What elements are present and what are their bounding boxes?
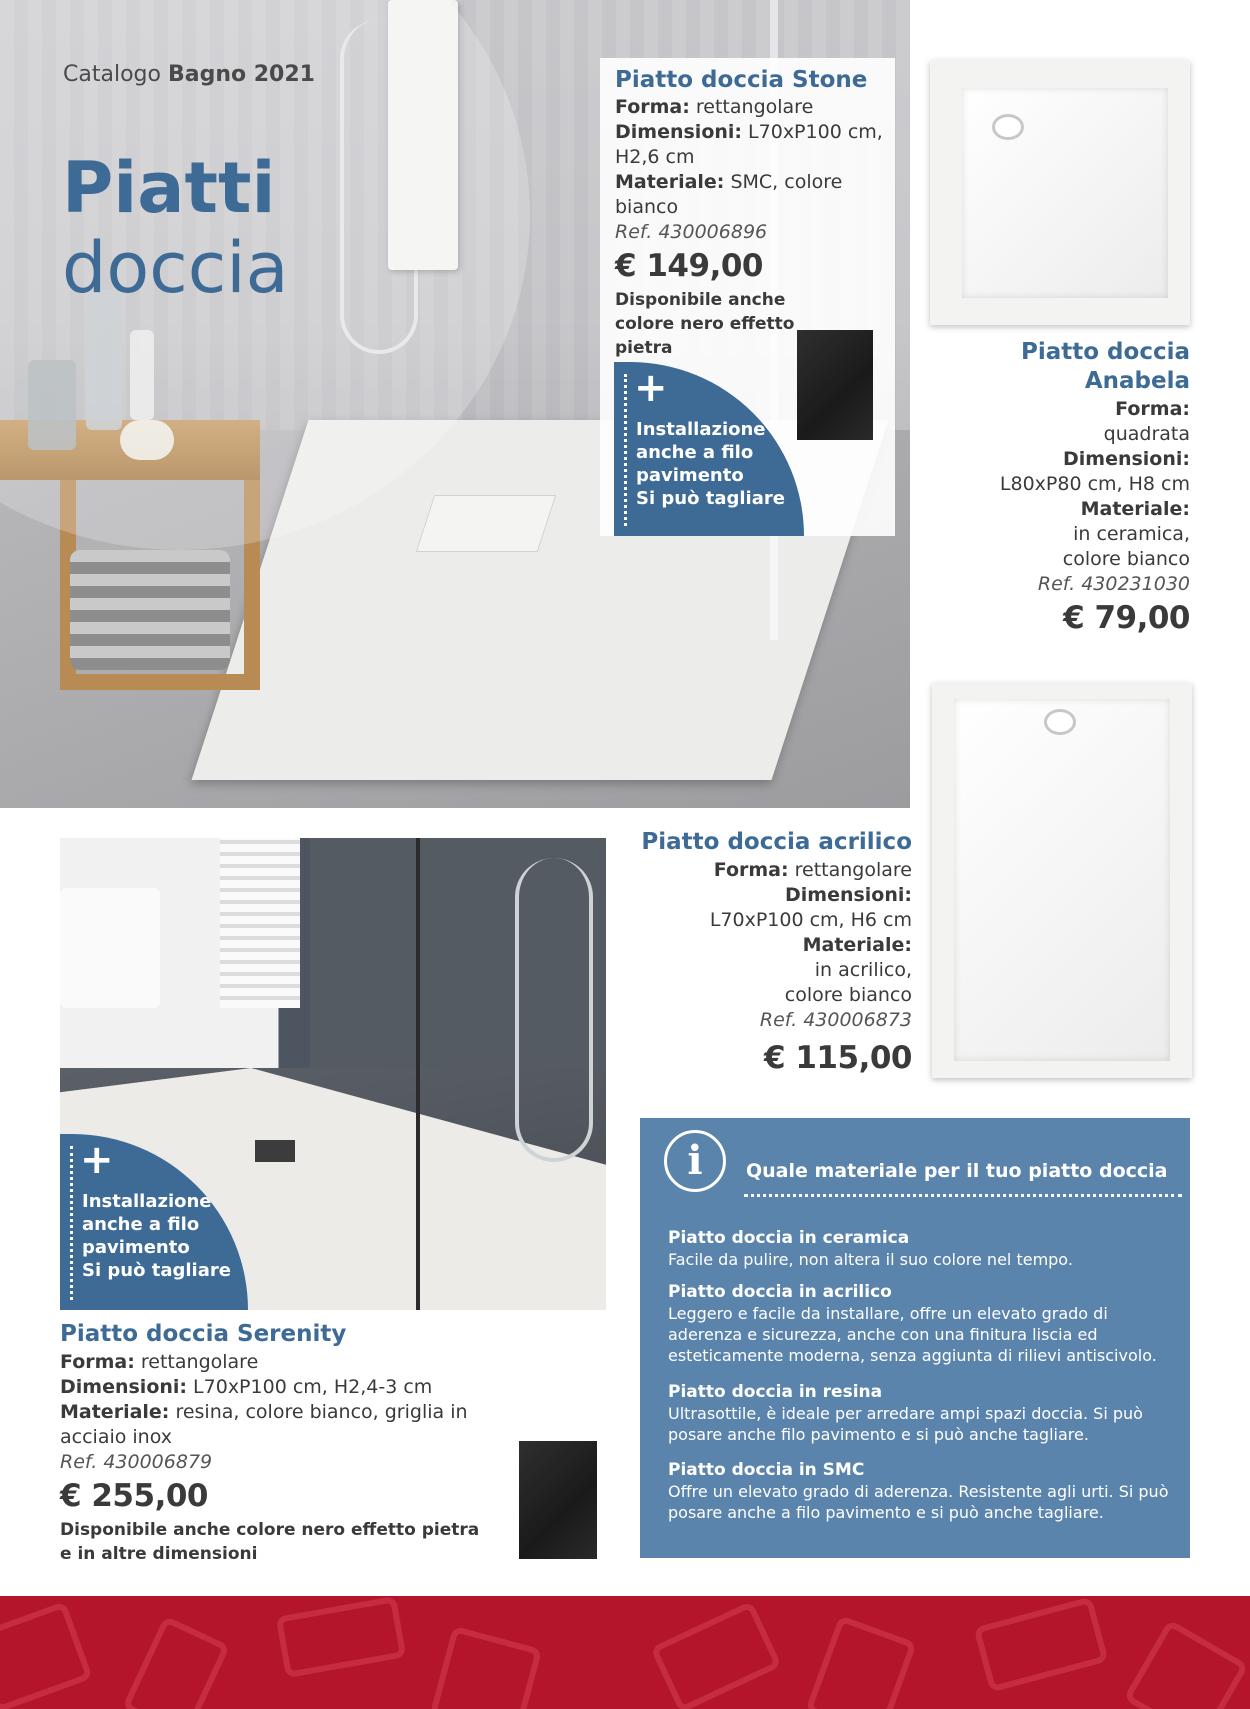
- anabela-tray-basin: [962, 88, 1168, 298]
- catalog-label: [63, 62, 315, 87]
- serenity-dim-value: L70xP100 cm, H2,4-3 cm: [187, 1376, 433, 1398]
- serenity-price: € 255,00: [60, 1478, 208, 1514]
- info-item-title: Piatto doccia in acrilico: [668, 1282, 892, 1302]
- info-item-title: Piatto doccia in SMC: [668, 1460, 865, 1480]
- acrilico-price: € 115,00: [764, 1040, 912, 1076]
- info-item-text: Offre un elevato grado di aderenza. Resistente agli urti. Si può posare anche a filo pavimento e si può anche tagliare.: [668, 1482, 1169, 1522]
- serenity-dim-label: Dimensioni:: [60, 1376, 188, 1398]
- stone-dim-value: L70xP100 cm, H2,6 cm: [615, 121, 883, 168]
- towels: [70, 550, 230, 670]
- badge-line1: Installazione: [82, 1191, 212, 1212]
- stone-mat-label: Materiale:: [615, 171, 725, 193]
- serenity-hose: [515, 858, 593, 1162]
- tool-pattern-icon: [650, 1601, 782, 1709]
- tool-pattern-icon: [805, 1615, 917, 1709]
- plus-icon: +: [634, 365, 668, 411]
- anabela-specs: [960, 397, 1190, 597]
- acrilico-tray-basin: [954, 699, 1170, 1061]
- serenity-forma-label: Forma:: [60, 1351, 135, 1373]
- info-item-resina: [668, 1382, 1176, 1445]
- serenity-mat-value: resina, colore bianco, griglia in acciaio inox: [60, 1401, 468, 1448]
- info-icon: [664, 1130, 726, 1192]
- stone-forma-value: rettangolare: [689, 96, 814, 118]
- acrilico-photo: [932, 683, 1192, 1078]
- acrilico-dim-value: L70xP100 cm, H6 cm: [709, 909, 912, 931]
- badge-dotted-line: [70, 1146, 73, 1300]
- info-icon-glyph: i: [687, 1137, 703, 1184]
- acrilico-dim-label: Dimensioni:: [784, 884, 912, 906]
- anabela-mat-label: Materiale:: [1080, 498, 1190, 520]
- stone-dim-label: Dimensioni:: [615, 121, 743, 143]
- badge-line2: anche a filo: [82, 1214, 200, 1235]
- acrilico-drain: [1044, 709, 1076, 735]
- stone-title: Piatto doccia Stone: [615, 67, 868, 93]
- badge-line1: Installazione: [636, 419, 766, 440]
- acrilico-mat-label: Materiale:: [802, 934, 912, 956]
- info-item-title: Piatto doccia in ceramica: [668, 1228, 910, 1248]
- badge-line2: anche a filo: [636, 442, 754, 463]
- anabela-forma-value: quadrata: [1103, 423, 1190, 445]
- catalog-prefix: Catalogo: [63, 62, 161, 87]
- acrilico-forma-value: rettangolare: [788, 859, 912, 881]
- stone-price: € 149,00: [615, 248, 763, 284]
- badge-text: [636, 418, 785, 510]
- tool-pattern-icon: [973, 1596, 1108, 1692]
- badge-line4: Si può tagliare: [82, 1260, 231, 1281]
- radiator: [220, 838, 300, 1008]
- tool-pattern-icon: [0, 1601, 93, 1709]
- badge-dotted-line: [624, 374, 627, 526]
- info-item-text: Facile da pulire, non altera il suo colore nel tempo.: [668, 1250, 1073, 1269]
- anabela-title-line1: Piatto doccia: [1021, 339, 1190, 365]
- stone-forma-label: Forma:: [615, 96, 690, 118]
- badge-line3: pavimento: [636, 465, 744, 486]
- stone-black-swatch: [797, 330, 873, 440]
- footer-band: [0, 1596, 1250, 1709]
- anabela-dim-label: Dimensioni:: [1062, 448, 1190, 470]
- serenity-specs: [60, 1350, 480, 1475]
- info-item-smc: [668, 1460, 1176, 1523]
- serenity-forma-value: rettangolare: [134, 1351, 259, 1373]
- anabela-dim-value: L80xP80 cm, H8 cm: [999, 473, 1190, 495]
- anabela-ref: Ref. 430231030: [1037, 573, 1190, 595]
- info-heading: Quale materiale per il tuo piatto doccia: [746, 1160, 1168, 1182]
- info-item-title: Piatto doccia in resina: [668, 1382, 883, 1402]
- catalog-bold: Bagno 2021: [167, 62, 315, 87]
- serenity-title: Piatto doccia Serenity: [60, 1321, 347, 1347]
- page-title: [62, 148, 289, 308]
- info-item-text: Ultrasottile, è ideale per arredare ampi spazi doccia. Si può posare anche filo pavimento e si può anche tagliare.: [668, 1404, 1143, 1444]
- serenity-mat-label: Materiale:: [60, 1401, 170, 1423]
- info-dotted-rule: [744, 1194, 1182, 1197]
- acrilico-ref: Ref. 430006873: [759, 1009, 912, 1031]
- anabela-price: € 79,00: [1063, 600, 1190, 636]
- drain-cover: [416, 495, 557, 552]
- stone-ref: Ref. 430006896: [615, 221, 768, 243]
- tool-pattern-icon: [276, 1596, 407, 1678]
- anabela-drain: [992, 114, 1024, 140]
- bathtub: [60, 888, 160, 1008]
- page-title-line2: doccia: [62, 227, 289, 309]
- page-title-line1: Piatti: [62, 147, 276, 229]
- stone-specs: [615, 95, 885, 245]
- anabela-title: [960, 338, 1190, 396]
- acrilico-title: Piatto doccia acrilico: [641, 829, 912, 855]
- anabela-mat-value1: in ceramica,: [1073, 523, 1190, 545]
- stone-mat-value: SMC, colore bianco: [615, 171, 843, 218]
- page-number: 56: [609, 1558, 641, 1583]
- material-info-box: [640, 1118, 1190, 1558]
- stone-availability-note: Disponibile anche colore nero effetto pietra: [615, 290, 795, 358]
- serenity-availability-note: Disponibile anche colore nero effetto pietra e in altre dimensioni: [60, 1520, 480, 1564]
- acrilico-forma-label: Forma:: [713, 859, 789, 881]
- plus-icon: +: [80, 1137, 114, 1183]
- anabela-mat-value2: colore bianco: [1062, 548, 1190, 570]
- badge-line3: pavimento: [82, 1237, 190, 1258]
- badge-line4: Si può tagliare: [636, 488, 785, 509]
- info-item-text: Leggero e facile da installare, offre un elevato grado di aderenza e sicurezza, anche con una finitura liscia ed esteticamente moderna, senza aggiunta di rilievi antiscivolo.: [668, 1304, 1157, 1365]
- anabela-forma-label: Forma:: [1115, 398, 1190, 420]
- tool-pattern-icon: [1123, 1619, 1249, 1709]
- serenity-drain: [255, 1140, 295, 1162]
- info-item-ceramica: [668, 1228, 1176, 1270]
- glass-frame: [416, 838, 420, 1310]
- tool-pattern-icon: [122, 1616, 230, 1709]
- serenity-ref: Ref. 430006879: [60, 1451, 213, 1473]
- acrilico-mat-value2: colore bianco: [784, 984, 912, 1006]
- serenity-black-swatch: [519, 1441, 597, 1559]
- acrilico-mat-value1: in acrilico,: [814, 959, 912, 981]
- tool-pattern-icon: [430, 1626, 543, 1709]
- anabela-photo: [930, 60, 1190, 325]
- acrilico-specs: [600, 858, 912, 1033]
- badge-text: [82, 1190, 231, 1282]
- anabela-title-line2: Anabela: [1084, 368, 1190, 394]
- info-item-acrilico: [668, 1282, 1176, 1366]
